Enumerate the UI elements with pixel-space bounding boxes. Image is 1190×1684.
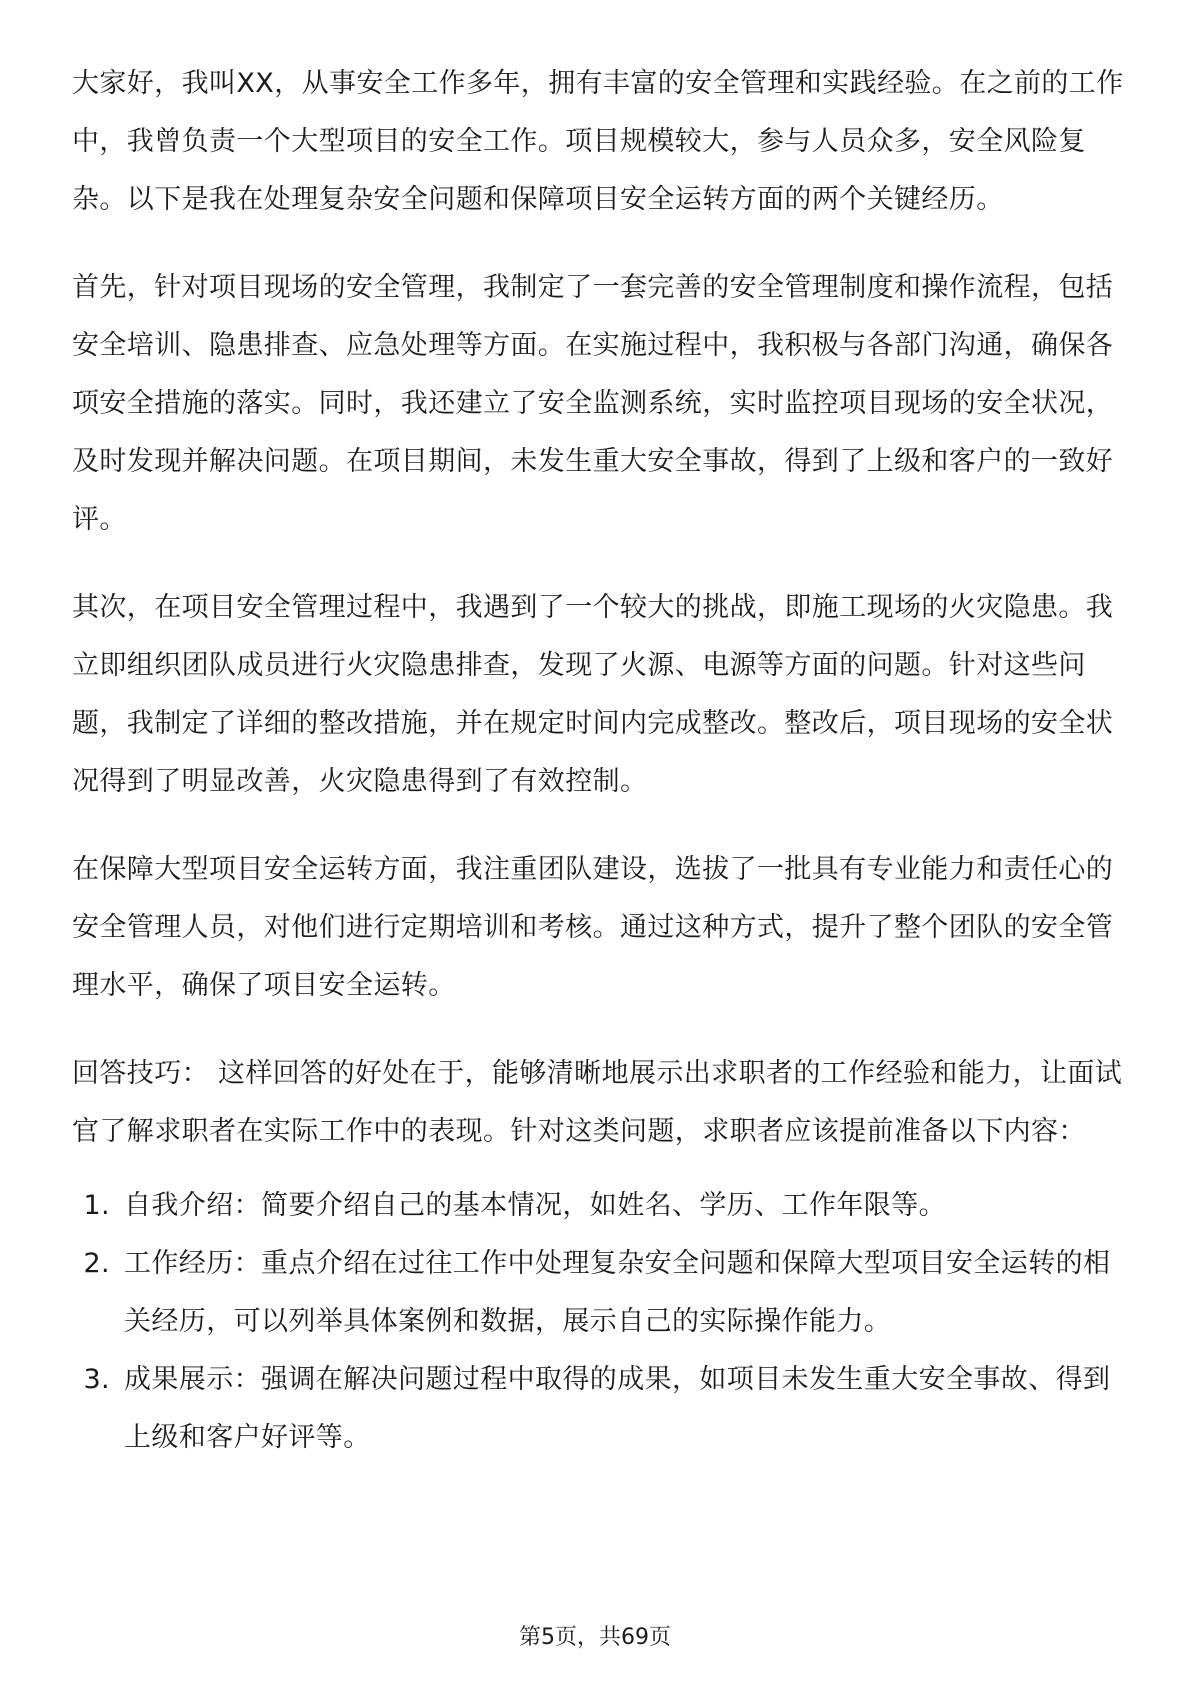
paragraph-intro: 大家好，我叫XX，从事安全工作多年，拥有丰富的安全管理和实践经验。在之前的工作中，我曾负责一个大型项目的安全工作。项目规模较大，参与人员众多，安全风险复杂。以下是我在处理复杂安全问题和保障项目安全运转方面的两个关键经历。 <box>72 68 1124 215</box>
list-number: 3. <box>83 1364 110 1395</box>
list-item <box>72 1351 1132 1467</box>
list-number: 2. <box>83 1248 110 1279</box>
list-item <box>72 1235 1132 1351</box>
paragraph-team: 在保障大型项目安全运转方面，我注重团队建设，选拔了一批具有专业能力和责任心的安全管理人员，对他们进行定期培训和考核。通过这种方式，提升了整个团队的安全管理水平，确保了项目安全运转。 <box>72 854 1114 1001</box>
document-body <box>72 55 1132 1467</box>
list-text: 成果展示：强调在解决问题过程中取得的成果，如项目未发生重大安全事故、得到上级和客户好评等。 <box>124 1364 1111 1453</box>
page-number-footer: 第5页，共69页 <box>519 1625 671 1650</box>
paragraph-second: 其次，在项目安全管理过程中，我遇到了一个较大的挑战，即施工现场的火灾隐患。我立即组织团队成员进行火灾隐患排查，发现了火源、电源等方面的问题。针对这些问题，我制定了详细的整改措施，并在规定时间内完成整改。整改后，项目现场的安全状况得到了明显改善，火灾隐患得到了有效控制。 <box>72 592 1114 797</box>
list-text: 自我介绍：简要介绍自己的基本情况，如姓名、学历、工作年限等。 <box>124 1190 946 1221</box>
paragraph-first: 首先，针对项目现场的安全管理，我制定了一套完善的安全管理制度和操作流程，包括安全培训、隐患排查、应急处理等方面。在实施过程中，我积极与各部门沟通，确保各项安全措施的落实。同时，我还建立了安全监测系统，实时监控项目现场的安全状况，及时发现并解决问题。在项目期间，未发生重大安全事故，得到了上级和客户的一致好评。 <box>72 272 1114 535</box>
list-number: 1. <box>83 1190 110 1221</box>
paragraph-tips: 回答技巧： 这样回答的好处在于，能够清晰地展示出求职者的工作经验和能力，让面试官了解求职者在实际工作中的表现。针对这类问题，求职者应该提前准备以下内容： <box>72 1058 1123 1147</box>
tips-list <box>72 1177 1132 1467</box>
list-text: 工作经历：重点介绍在过往工作中处理复杂安全问题和保障大型项目安全运转的相关经历，可以列举具体案例和数据，展示自己的实际操作能力。 <box>124 1248 1111 1337</box>
list-item <box>72 1177 1132 1235</box>
